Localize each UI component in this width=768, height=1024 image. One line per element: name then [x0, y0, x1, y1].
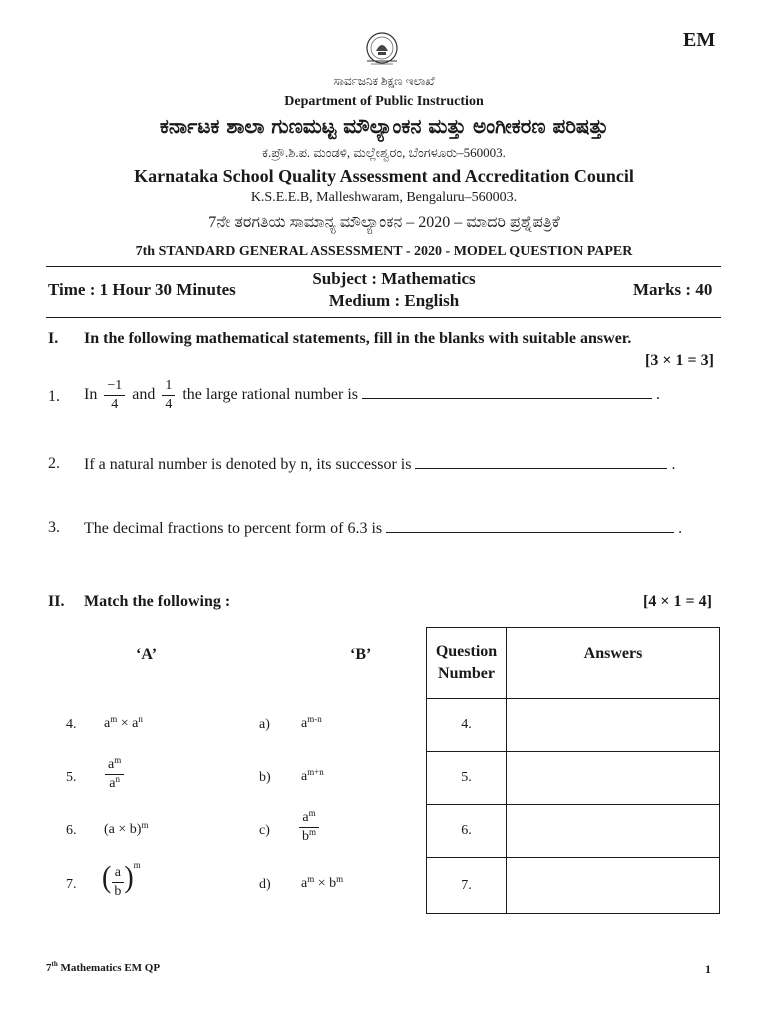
fraction-minus-one-quarter: $\frac{-1}{4}$ — [104, 379, 125, 412]
answer-cell-4[interactable] — [507, 699, 720, 752]
match-row-5-number: 5. — [66, 770, 77, 785]
question-1-mid: and — [132, 386, 156, 403]
question-1-post: the large rational number is — [182, 386, 358, 403]
option-d-label: d) — [259, 877, 271, 892]
expr-am-times-an: $a^m \times a^n$ — [104, 714, 143, 731]
question-1-pre: In — [84, 386, 98, 403]
question-3-end: . — [678, 520, 683, 537]
footer-label: 7th Mathematics EM QP — [46, 960, 161, 974]
table-row — [427, 805, 720, 858]
answer-cell-7[interactable] — [507, 858, 720, 914]
emblem-icon — [361, 31, 403, 69]
answer-blank-3[interactable] — [386, 519, 674, 533]
option-c-label: c) — [259, 823, 270, 838]
question-1-end: . — [656, 386, 660, 403]
table-question-number: 4. — [427, 699, 507, 752]
address-english: K.S.E.E.B, Malleshwaram, Bengaluru–560003. — [250, 190, 518, 205]
department-english: Department of Public Instruction — [284, 94, 484, 109]
time-allowed: Time : 1 Hour 30 Minutes — [48, 280, 236, 299]
option-b-label: b) — [259, 770, 271, 785]
page-number: 1 — [705, 962, 711, 976]
question-3-number: 3. — [48, 519, 60, 536]
section-2-numeral: II. — [48, 593, 65, 610]
question-3-text: The decimal fractions to percent form of 6.3 is — [84, 520, 383, 537]
expr-a-times-b-pow-m: $(a \times b)^m$ — [104, 820, 149, 837]
address-kannada: ಕ.ಪ್ರೌ.ಶಿ.ಪ. ಮಂಡಳಿ, ಮಲ್ಲೇಶ್ವರಂ, ಬೆಂಗಳೂರು–560003. — [262, 145, 506, 160]
council-english: Karnataka School Quality Assessment and Accreditation Council — [134, 166, 634, 186]
medium: Medium : English — [328, 291, 460, 310]
table-question-number: 6. — [427, 805, 507, 858]
expr-am-over-an: $\frac{a^m}{a^n}$ — [102, 758, 127, 791]
fraction-one-quarter: $\frac{1}{4}$ — [162, 379, 175, 412]
table-row — [427, 752, 720, 805]
column-a-heading: ‘A’ — [136, 646, 158, 663]
expr-a-pow-m-plus-n: $a^{m+n}$ — [301, 767, 324, 784]
answer-cell-5[interactable] — [507, 752, 720, 805]
question-2-text: If a natural number is denoted by n, its successor is — [84, 456, 412, 473]
expr-am-times-bm: $a^m \times b^m$ — [301, 874, 344, 891]
section-1-numeral: I. — [48, 330, 59, 347]
match-row-7-number: 7. — [66, 877, 77, 892]
section-2-marks: [4 × 1 = 4] — [643, 593, 712, 610]
column-b-heading: ‘B’ — [350, 646, 372, 663]
match-row-6-number: 6. — [66, 823, 77, 838]
table-question-number: 7. — [427, 858, 507, 914]
answer-table — [426, 627, 720, 914]
expr-a-pow-m-minus-n: $a^{m-n}$ — [301, 714, 322, 731]
question-3 — [84, 519, 682, 538]
table-header-question-number: Question Number — [427, 628, 507, 699]
question-1 — [84, 378, 660, 412]
section-1-instruction: In the following mathematical statements, fill in the blanks with suitable answer. — [84, 330, 632, 347]
department-kannada: ಸಾರ್ವಜನಿಕ ಶಿಕ್ಷಣ ಇಲಾಖೆ — [333, 74, 435, 88]
answer-blank-1[interactable] — [362, 385, 652, 399]
table-question-number: 5. — [427, 752, 507, 805]
question-1-number: 1. — [48, 388, 60, 405]
question-2-end: . — [671, 456, 676, 473]
match-row-4-number: 4. — [66, 717, 77, 732]
section-1-marks: [3 × 1 = 3] — [645, 352, 714, 369]
table-row — [427, 699, 720, 752]
expr-a-over-b-pow-m: ( $\frac{a}{b}$ )$^m$ — [102, 860, 141, 899]
exam-title-english: 7th STANDARD GENERAL ASSESSMENT - 2020 - MODEL QUESTION PAPER — [135, 244, 633, 259]
question-2 — [84, 455, 675, 474]
version-code: EM — [683, 29, 716, 51]
subject: Subject : Mathematics — [312, 269, 476, 288]
answer-blank-2[interactable] — [415, 455, 667, 469]
answer-cell-6[interactable] — [507, 805, 720, 858]
table-row — [427, 858, 720, 914]
header-rule-top — [46, 266, 721, 267]
section-2-instruction: Match the following : — [84, 593, 231, 610]
option-a-label: a) — [259, 717, 270, 732]
question-2-number: 2. — [48, 455, 60, 472]
exam-title-kannada: 7ನೇ ತರಗತಿಯ ಸಾಮಾನ್ಯ ಮೌಲ್ಯಾಂಕನ – 2020 – ಮಾದರಿ ಪ್ರಶ್ನೆಪತ್ರಿಕೆ — [208, 214, 560, 231]
table-header-answers: Answers — [507, 628, 720, 699]
total-marks: Marks : 40 — [633, 280, 713, 299]
council-kannada: ಕರ್ನಾಟಕ ಶಾಲಾ ಗುಣಮಟ್ಟ ಮೌಲ್ಯಾಂಕನ ಮತ್ತು ಅಂಗೀಕರಣ ಪರಿಷತ್ತು — [159, 114, 609, 138]
header-rule-bottom — [46, 317, 721, 318]
expr-am-over-bm: $\frac{a^m}{b^m}$ — [296, 811, 322, 844]
